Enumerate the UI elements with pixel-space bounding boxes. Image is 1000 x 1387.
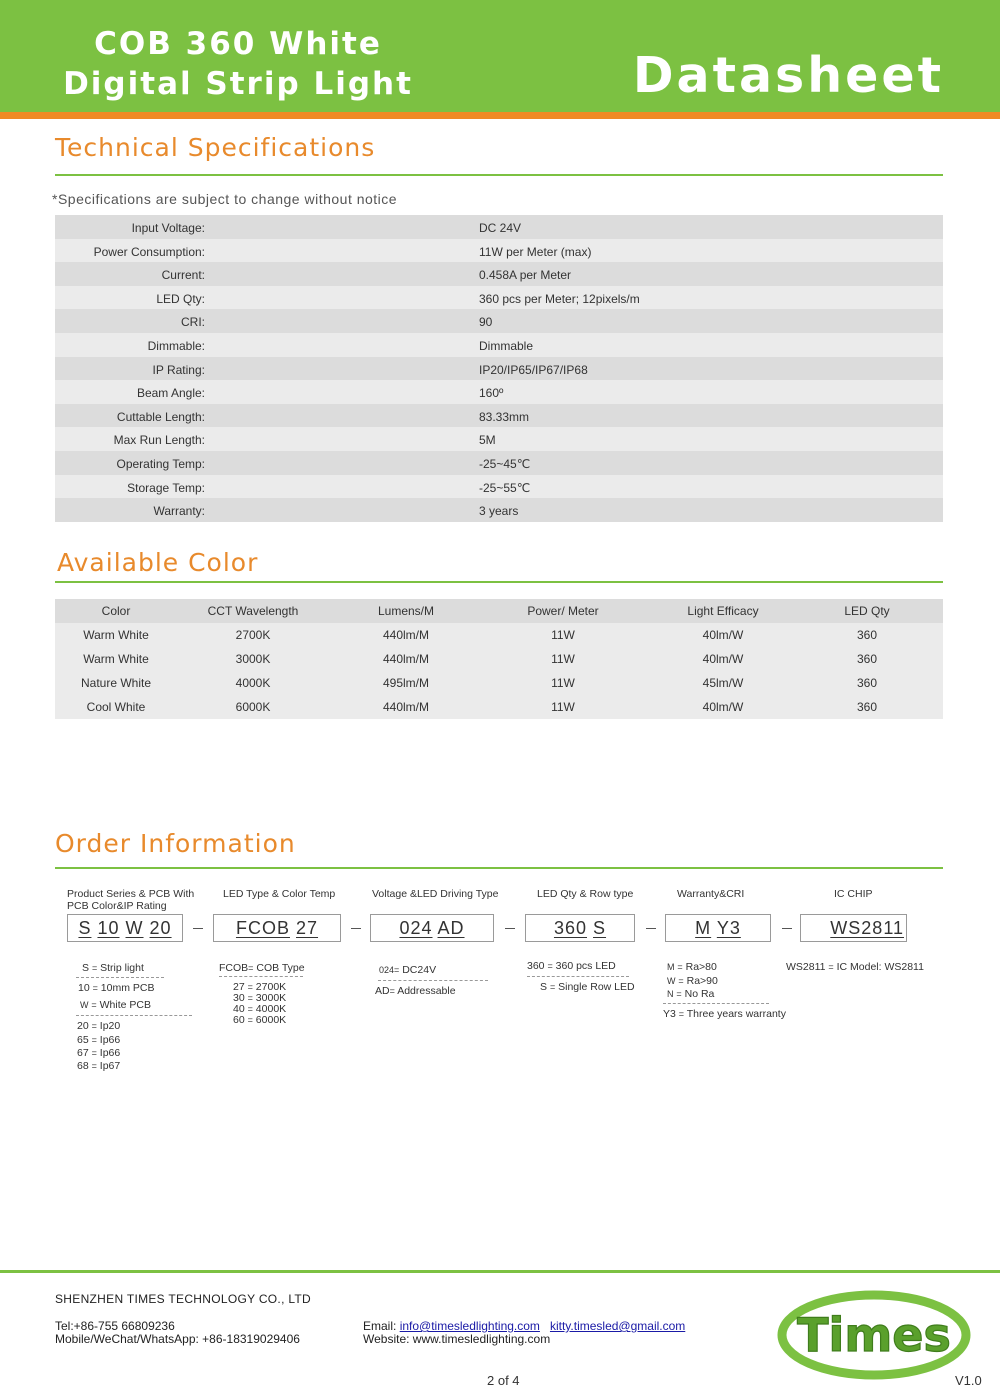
legend-ip20: 20 = Ip20	[77, 1020, 121, 1032]
section-divider	[55, 581, 943, 583]
code-360: 360	[553, 918, 587, 938]
code-box-series	[67, 914, 183, 942]
order-header-voltage: Voltage &LED Driving Type	[372, 888, 499, 900]
cell: 40lm/W	[702, 652, 744, 666]
product-title-line1: COB 360 White	[94, 26, 382, 62]
cell: 440lm/M	[382, 700, 429, 714]
order-header-warranty: Warranty&CRI	[677, 888, 745, 900]
code-box-warranty	[665, 914, 771, 942]
cell: 40lm/W	[702, 700, 744, 714]
spec-value: 3 years	[479, 504, 519, 519]
legend-ip67: 67 = Ip66	[77, 1047, 121, 1059]
order-header-led-type: LED Type & Color Temp	[223, 888, 336, 900]
spec-key: Warranty:	[153, 504, 205, 519]
code-box-voltage	[370, 914, 494, 942]
spec-row	[55, 475, 943, 499]
code-separator	[646, 928, 656, 929]
legend-ad: AD= Addressable	[375, 985, 456, 997]
cell: Warm White	[83, 628, 149, 642]
cell: 45lm/W	[702, 676, 744, 690]
col-header: Color	[101, 604, 131, 618]
footer-email	[363, 1319, 685, 1333]
version: V1.0	[955, 1373, 982, 1387]
code-20: 20	[149, 918, 172, 938]
code-separator	[193, 928, 203, 929]
legend-ic: WS2811 = IC Model: WS2811	[786, 961, 924, 973]
spec-row	[55, 404, 943, 428]
table-row	[55, 671, 943, 695]
cell: 360	[856, 628, 878, 642]
spec-key: Max Run Length:	[113, 433, 205, 448]
order-header-series	[67, 888, 194, 912]
spec-row	[55, 427, 943, 451]
footer-tel: Tel:+86-755 66809236	[55, 1319, 175, 1333]
code-27: 27	[296, 918, 319, 938]
section-divider	[55, 174, 943, 176]
spec-value: 11W per Meter (max)	[479, 244, 592, 259]
spec-value: -25~45℃	[479, 456, 531, 471]
legend-row-s: S = Single Row LED	[540, 981, 635, 993]
cell: 3000K	[235, 652, 271, 666]
legend-divider	[76, 977, 164, 978]
spec-value: 0.458A per Meter	[479, 268, 572, 283]
footer-website[interactable]: Website: www.timesledlighting.com	[363, 1332, 551, 1346]
cell: 4000K	[235, 676, 271, 690]
legend-divider	[663, 1003, 769, 1004]
footer-divider	[0, 1270, 1000, 1273]
spec-key: IP Rating:	[152, 362, 205, 377]
code-10: 10	[97, 918, 120, 938]
legend-cri-w: W = Ra>90	[667, 975, 718, 987]
spec-row	[55, 215, 943, 239]
col-header: Lumens/M	[377, 604, 435, 618]
code-ws2811: WS2811	[830, 918, 904, 938]
spec-value: Dimmable	[479, 338, 534, 353]
code-separator	[505, 928, 515, 929]
spec-value: 83.33mm	[479, 409, 530, 424]
code-fcob: FCOB	[235, 918, 290, 938]
logo-text: Times	[797, 1308, 951, 1362]
code-y3: Y3	[716, 918, 741, 938]
cell: 11W	[551, 628, 575, 642]
spec-value: 90	[479, 315, 493, 330]
col-header: LED Qty	[844, 604, 890, 618]
legend-cct-40: 40 = 4000K	[233, 1003, 287, 1015]
code-024: 024	[399, 918, 433, 938]
legend-ip68: 68 = Ip67	[77, 1060, 121, 1072]
legend-fcob: FCOB= COB Type	[219, 962, 305, 974]
email-link-kitty[interactable]: kitty.timesled@gmail.com	[549, 1319, 686, 1333]
legend-10: 10 = 10mm PCB	[78, 982, 155, 994]
cell: 495lm/M	[382, 676, 429, 690]
spec-value: DC 24V	[479, 221, 522, 235]
col-header: CCT Wavelength	[207, 604, 299, 618]
code-separator	[782, 928, 792, 929]
code-separator	[351, 928, 361, 929]
spec-row	[55, 286, 943, 310]
order-header-qty: LED Qty & Row type	[537, 888, 634, 900]
code-box-qty	[525, 914, 635, 942]
legend-s: S = Strip light	[82, 962, 144, 974]
code-w: W	[125, 918, 144, 938]
product-title-line2: Digital Strip Light	[63, 66, 413, 102]
code-box-led-type	[213, 914, 341, 942]
email-link-info[interactable]: info@timesledlighting.com	[399, 1319, 540, 1333]
legend-024: 024= DC24V	[379, 964, 437, 976]
spec-row	[55, 451, 943, 475]
order-header-series-line2: PCB Color&IP Rating	[67, 900, 167, 912]
spec-row	[55, 498, 943, 522]
legend-w: W = White PCB	[80, 999, 151, 1011]
table-row	[55, 623, 943, 647]
order-header-series-line1: Product Series & PCB With	[67, 888, 195, 900]
cell: 2700K	[235, 628, 271, 642]
available-color-title: Available Color	[57, 548, 259, 577]
header-banner	[0, 0, 1000, 112]
legend-cct-60: 60 = 6000K	[233, 1014, 287, 1026]
code-m: M	[695, 918, 712, 938]
spec-row	[55, 239, 943, 263]
legend-cri-n: N = No Ra	[667, 988, 715, 1000]
spec-value: -25~55℃	[479, 480, 531, 495]
spec-key: Power Consumption:	[93, 244, 205, 259]
code-box-ic	[800, 914, 907, 942]
legend-ip65: 65 = Ip66	[77, 1034, 121, 1046]
spec-row	[55, 357, 943, 381]
col-header: Light Efficacy	[687, 604, 759, 618]
code-row-s: S	[593, 918, 607, 938]
color-table-header	[55, 599, 943, 623]
cell: Nature White	[80, 676, 152, 690]
spec-value: IP20/IP65/IP67/IP68	[479, 362, 588, 377]
cell: 360	[856, 700, 878, 714]
code-ad: AD	[437, 918, 465, 938]
order-header-ic: IC CHIP	[834, 888, 873, 900]
spec-key: Operating Temp:	[116, 456, 205, 471]
spec-key: Beam Angle:	[136, 386, 205, 401]
table-row	[55, 647, 943, 671]
company-name: SHENZHEN TIMES TECHNOLOGY CO., LTD	[55, 1292, 312, 1306]
spec-key: Storage Temp:	[127, 480, 205, 495]
spec-value: 360 pcs per Meter; 12pixels/m	[479, 291, 640, 306]
cell: 11W	[551, 652, 575, 666]
spec-key: Current:	[161, 268, 205, 283]
product-title	[58, 24, 418, 104]
cell: 360	[856, 652, 878, 666]
spec-key: CRI:	[181, 315, 205, 330]
color-table	[55, 599, 943, 719]
legend-cri-m: M = Ra>80	[667, 961, 717, 973]
cell: 6000K	[235, 700, 271, 714]
spec-table	[55, 215, 943, 522]
footer-mobile: Mobile/WeChat/WhatsApp: +86-18319029406	[55, 1332, 300, 1346]
spec-row	[55, 333, 943, 357]
cell: 40lm/W	[702, 628, 744, 642]
spec-value: 160º	[479, 386, 504, 401]
spec-row	[55, 309, 943, 333]
spec-key: Dimmable:	[147, 338, 205, 353]
cell: 360	[856, 676, 878, 690]
legend-divider	[378, 980, 488, 981]
spec-note: *Specifications are subject to change without notice	[52, 191, 398, 207]
col-header: Power/ Meter	[527, 604, 599, 618]
header-accent-bar	[0, 112, 1000, 119]
spec-key: Cuttable Length:	[116, 409, 205, 424]
cell: 440lm/M	[382, 628, 429, 642]
legend-cct-30: 30 = 3000K	[233, 992, 287, 1004]
order-info-title: Order Information	[55, 829, 296, 858]
code-s: S	[78, 918, 92, 938]
legend-divider	[527, 976, 629, 977]
datasheet-label: Datasheet	[632, 47, 944, 104]
legend-cct-27: 27 = 2700K	[233, 981, 287, 993]
cell: Cool White	[86, 700, 146, 714]
section-divider	[55, 867, 943, 869]
tech-spec-title: Technical Specifications	[55, 133, 376, 162]
cell: Warm White	[83, 652, 149, 666]
legend-divider	[219, 976, 303, 977]
table-row	[55, 695, 943, 719]
spec-key: Input Voltage:	[131, 221, 205, 235]
spec-key: LED Qty:	[156, 291, 205, 306]
cell: 440lm/M	[382, 652, 429, 666]
page-number: 2 of 4	[487, 1373, 520, 1387]
legend-y3: Y3 = Three years warranty	[663, 1008, 786, 1020]
cell: 11W	[551, 700, 575, 714]
spec-row	[55, 262, 943, 286]
spec-row	[55, 380, 943, 404]
cell: 11W	[551, 676, 575, 690]
times-logo	[776, 1288, 974, 1382]
legend-divider	[76, 1015, 192, 1016]
spec-value: 5M	[479, 433, 496, 448]
email-label: Email:	[363, 1319, 397, 1333]
legend-360: 360 = 360 pcs LED	[527, 960, 616, 972]
